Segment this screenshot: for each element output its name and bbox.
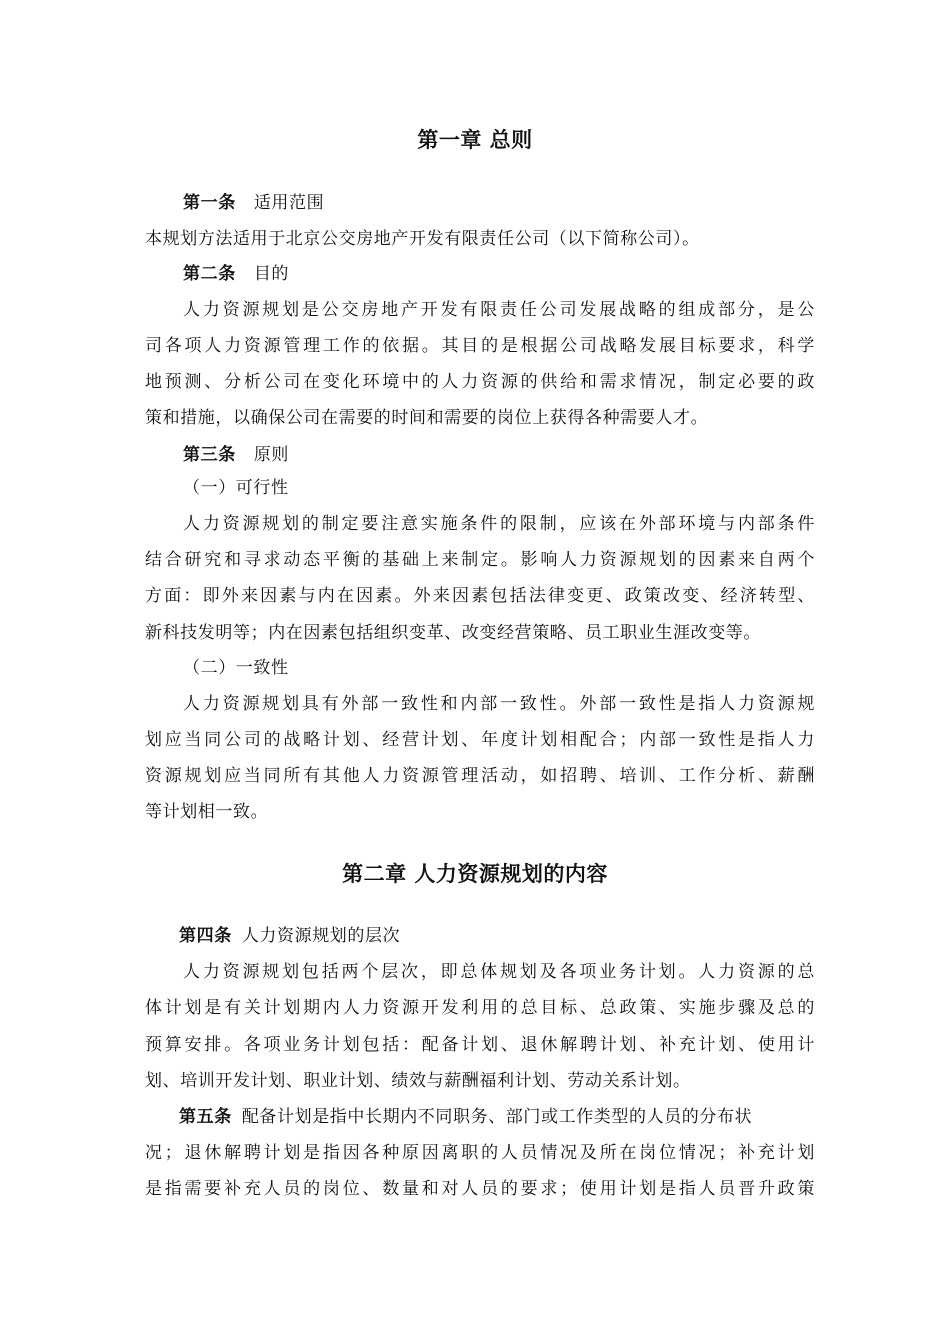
article-3-label: 第三条 bbox=[183, 445, 236, 465]
article-2-line: 司各项人力资源管理工作的依据。其目的是根据公司战略发展目标要求，科学 bbox=[145, 336, 815, 356]
article-2-line: 地预测、分析公司在变化环境中的人力资源的供给和需求情况，制定必要的政 bbox=[145, 372, 815, 392]
article-1-title: 适用范围 bbox=[253, 193, 325, 213]
principle-2-line: 划应当同公司的战略计划、经营计划、年度计划相配合；内部一致性是指人力 bbox=[145, 730, 815, 750]
article-4-line: 预算安排。各项业务计划包括：配备计划、退休解聘计划、补充计划、使用计 bbox=[145, 1035, 815, 1055]
article-5-line: 是指需要补充人员的岗位、数量和对人员的要求；使用计划是指人员晋升政策 bbox=[145, 1179, 815, 1199]
article-3-title: 原则 bbox=[253, 445, 290, 465]
article-2-line: 策和措施，以确保公司在需要的时间和需要的岗位上获得各种需要人才。 bbox=[145, 408, 709, 428]
principle-1-line: 结合研究和寻求动态平衡的基础上来制定。影响人力资源规划的因素来自两个 bbox=[145, 550, 815, 570]
article-2-heading bbox=[183, 259, 815, 284]
article-2-label: 第二条 bbox=[183, 264, 236, 284]
article-4-line: 体计划是有关计划期内人力资源开发利用的总目标、总政策、实施步骤及总的 bbox=[145, 998, 815, 1018]
article-5-label: 第五条 bbox=[179, 1107, 232, 1127]
article-2-line: 人力资源规划是公交房地产开发有限责任公司发展战略的组成部分，是公 bbox=[183, 300, 815, 320]
article-4-line: 划、培训开发计划、职业计划、绩效与薪酬福利计划、劳动关系计划。 bbox=[145, 1071, 691, 1091]
principle-1-line: 新科技发明等；内在因素包括组织变革、改变经营策略、员工职业生涯改变等。 bbox=[145, 623, 761, 643]
principle-1-title: （一）可行性 bbox=[183, 478, 289, 498]
article-1-body: 本规划方法适用于北京公交房地产开发有限责任公司（以下简称公司）。 bbox=[145, 229, 700, 249]
article-5-first-line bbox=[179, 1102, 815, 1127]
principle-2-line: 资源规划应当同所有其他人力资源管理活动，如招聘、培训、工作分析、薪酬 bbox=[145, 766, 815, 786]
article-5-text: 配备计划是指中长期内不同职务、部门或工作类型的人员的分布状 bbox=[241, 1107, 753, 1127]
article-4-line: 人力资源规划包括两个层次，即总体规划及各项业务计划。人力资源的总 bbox=[183, 962, 815, 982]
principle-2-line: 人力资源规划具有外部一致性和内部一致性。外部一致性是指人力资源规 bbox=[183, 694, 815, 714]
chapter-2-title: 第二章 人力资源规划的内容 bbox=[342, 862, 608, 886]
chapter-1-title: 第一章 总则 bbox=[417, 128, 533, 152]
article-3-heading bbox=[183, 440, 815, 465]
principle-2-title: （二）一致性 bbox=[183, 658, 289, 678]
principle-1-line: 人力资源规划的制定要注意实施条件的限制，应该在外部环境与内部条件 bbox=[183, 514, 815, 534]
article-4-heading bbox=[179, 921, 400, 946]
principle-1-line: 方面：即外来因素与内在因素。外来因素包括法律变更、政策改变、经济转型、 bbox=[145, 586, 815, 606]
article-4-label: 第四条 bbox=[179, 926, 232, 946]
article-1-heading bbox=[183, 188, 815, 213]
principle-2-line: 等计划相一致。 bbox=[145, 802, 269, 822]
article-1-label: 第一条 bbox=[183, 193, 236, 213]
article-4-title: 人力资源规划的层次 bbox=[241, 926, 401, 946]
article-5-line: 况；退休解聘计划是指因各种原因离职的人员情况及所在岗位情况；补充计划 bbox=[145, 1143, 815, 1163]
article-2-title: 目的 bbox=[253, 264, 290, 284]
